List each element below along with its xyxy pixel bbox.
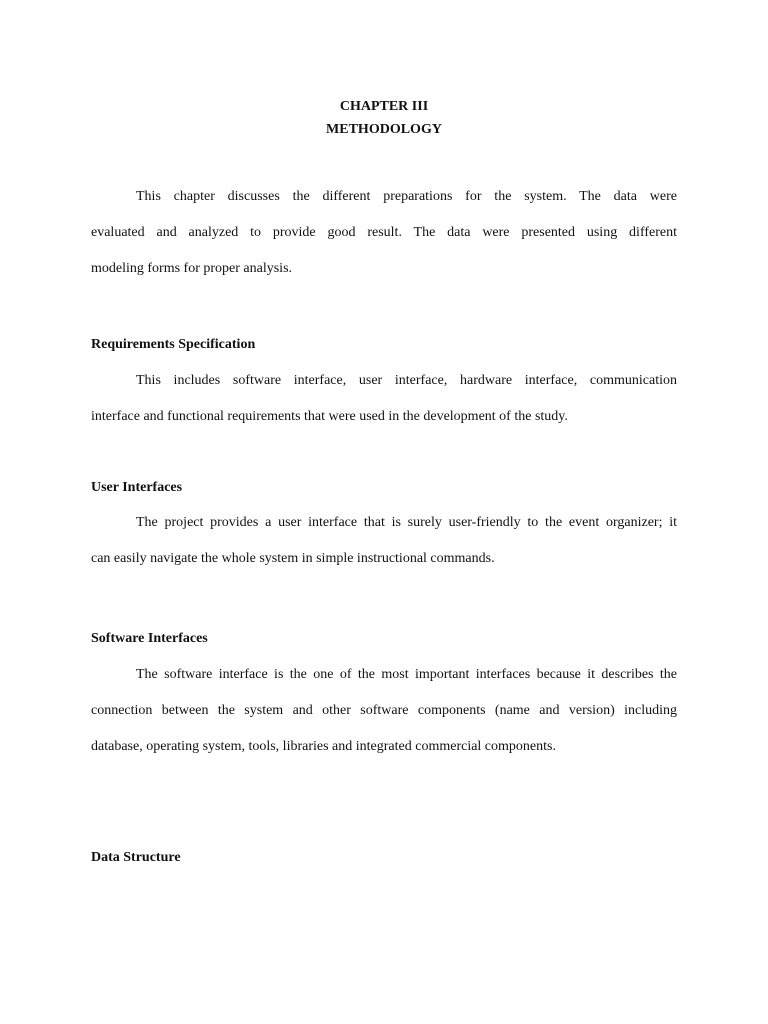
chapter-number: CHAPTER III bbox=[339, 99, 429, 114]
user-interfaces-heading: User Interfaces bbox=[91, 480, 183, 495]
paragraph-line: connection between the system and other software components (name and version) including bbox=[91, 703, 677, 718]
paragraph-line: This includes software interface, user interface, hardware interface, communication bbox=[136, 373, 677, 388]
software-interfaces-heading: Software Interfaces bbox=[91, 631, 208, 646]
data-structure-heading: Data Structure bbox=[91, 850, 181, 865]
chapter-title: METHODOLOGY bbox=[326, 122, 442, 137]
paragraph-line: interface and functional requirements that were used in the development of the study. bbox=[91, 409, 568, 424]
requirements-heading: Requirements Specification bbox=[91, 337, 256, 352]
paragraph-line: evaluated and analyzed to provide good result. The data were presented using different bbox=[91, 225, 677, 240]
paragraph-line: can easily navigate the whole system in simple instructional commands. bbox=[91, 551, 495, 566]
paragraph-line: The software interface is the one of the most important interfaces because it describes the bbox=[136, 667, 677, 682]
paragraph-line: database, operating system, tools, libraries and integrated commercial components. bbox=[91, 739, 556, 754]
paragraph-line: modeling forms for proper analysis. bbox=[91, 261, 293, 276]
paragraph-line: This chapter discusses the different preparations for the system. The data were bbox=[136, 189, 677, 204]
paragraph-line: The project provides a user interface that is surely user-friendly to the event organizer; it bbox=[136, 515, 677, 530]
